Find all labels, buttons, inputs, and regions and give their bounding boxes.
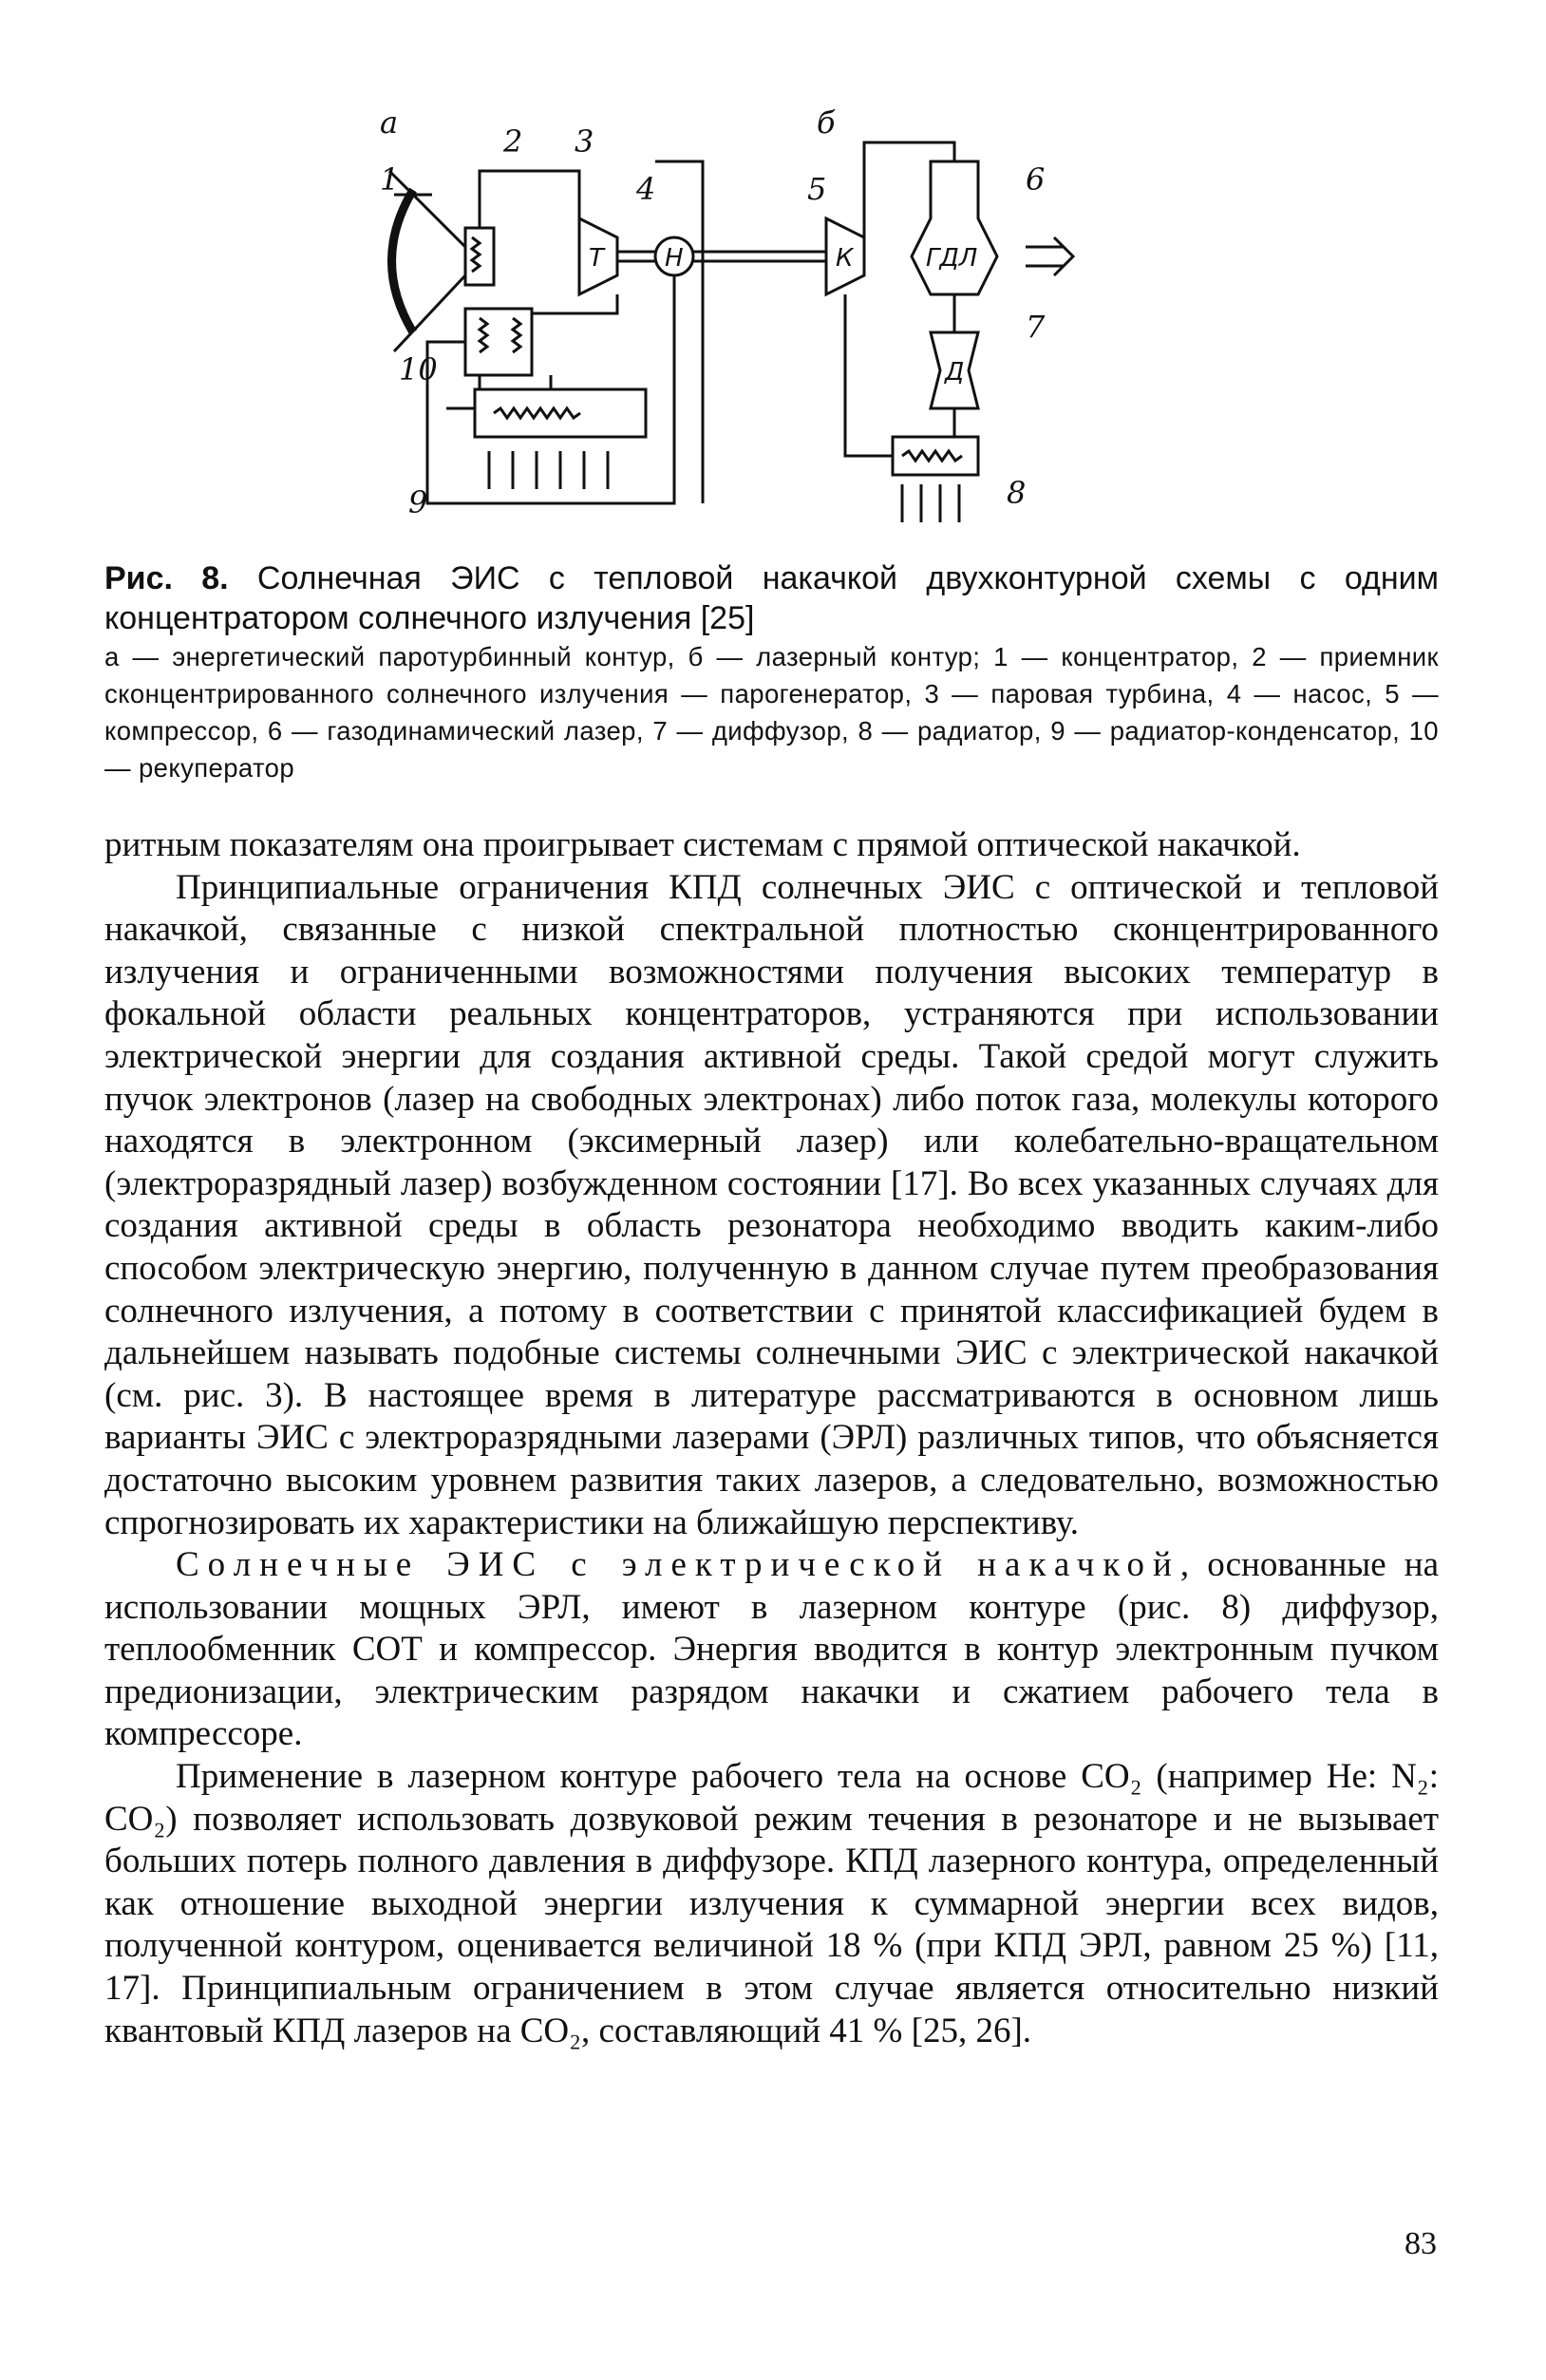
label-4: 4 (636, 171, 656, 207)
page-number: 83 (1405, 2226, 1437, 2261)
laser-output-arrow (1026, 237, 1073, 275)
receiver-coil (472, 237, 480, 272)
compressor-letter: К (836, 244, 854, 273)
label-9: 9 (408, 484, 428, 520)
paragraph-4: Применение в лазерном контуре рабочего тела на основе CO₂ (например He: N₂: CO₂) позволяет использовать дозвуковой режим течения в резонаторе и не вызывает больших потерь полного давления в диффузоре. КПД лазерного контура, определенный как отношение выходной энергии излучения к суммарной энергии всех видов, полученной контуром, оценивается величиной 18 % (при КПД ЭРЛ, равном 25 %) [11, 17]. Принципиальным ограничением в этом случае является относительно низкий квантовый КПД лазеров на CO₂, составляющий 41 % [25, 26]. (104, 1757, 1439, 2050)
concentrator-mirror (392, 190, 414, 332)
diffuser-letter: Д (945, 358, 965, 387)
paragraph-2: Принципиальные ограничения КПД солнечных ЭИС с оптической и тепловой накачкой, связанные с низкой спектральной плотностью сконцентрированного излучения и ограниченными возможностями получения высоких температур в фокальной области реальных концентраторов, устраняются при использовании электрической энергии для создания активной среды. Такой средой могут служить пучок электронов (лазер на свободных электронах) либо поток газа, молекулы которого находятся в электронном (эксимерный лазер) или колебательно-вращательном (электроразрядный лазер) возбужденном состоянии [17]. Во всех указанных случаях для создания активной среды в область резонатора необходимо вводить каким-либо способом электрическую энергию, полученную в данном случае путем преобразования солнечного излучения, а потому в соответствии с принятой классификацией будем в дальнейшем называть подобные системы солнечными ЭИС с электрической накачкой (см. рис. 3). В настоящее время в литературе рассматриваются в основном лишь варианты ЭИС с электроразрядными лазерами (ЭРЛ) различных типов, что объясняется достаточно высоким уровнем развития таких лазеров, а следовательно, возможностью спрогнозировать их характеристики на ближайшую перспективу. (104, 867, 1439, 1542)
label-3: 3 (575, 123, 594, 160)
radiator-box (893, 437, 978, 475)
label-7: 7 (1026, 309, 1046, 345)
label-6: 6 (1026, 161, 1046, 198)
spaced-term: Солнечные ЭИС с электрической накачкой (176, 1545, 1180, 1585)
gdl-shape (912, 161, 997, 294)
paragraph-3 (104, 1544, 1439, 1756)
pump-letter: Н (665, 244, 684, 273)
caption-prefix: Рис. 8. (104, 560, 229, 596)
condenser-box (475, 389, 646, 437)
caption-text: Солнечная ЭИС с тепловой накачкой двухконтурной схемы с одним концентратором солнечного излучения [25] (104, 560, 1440, 636)
label-8: 8 (1007, 475, 1027, 511)
figure-legend: а — энергетический паротурбинный контур, б — лазерный контур; 1 — концентратор, 2 — приемник сконцентрированного солнечного излучения — парогенератор, 3 — паровая турбина, 4 — насос, 5 — компрессор, 6 — газодинамический лазер, 7 — диффузор, 8 — радиатор, 9 — радиатор-конденсатор, 10 — рекуператор (104, 642, 1439, 783)
recuperator-coils (480, 318, 520, 352)
figure-caption (104, 558, 1439, 638)
label-10: 10 (399, 351, 438, 387)
shaft-lines (617, 252, 826, 261)
label-2: 2 (503, 123, 523, 160)
body-text (104, 824, 1439, 2052)
paragraph-1: ритным показателям она проигрывает системам с прямой оптической накачкой. (104, 825, 1301, 864)
label-b: б (817, 104, 836, 141)
sun-rays (389, 171, 465, 351)
schematic-diagram (361, 104, 1121, 551)
steam-return-pipe (655, 161, 703, 503)
label-5: 5 (807, 171, 827, 207)
turbine-letter: Т (589, 244, 604, 273)
receiver-box (465, 228, 494, 285)
label-1: 1 (380, 161, 400, 198)
label-a: а (380, 104, 399, 141)
recuperator-box (465, 309, 532, 375)
paragraph-3-rest: , основанные на использовании мощных ЭРЛ, имеют в лазерном контуре (рис. 8) диффузор, теплообменник СОТ и компрессор. Энергия вводится в контур электронным пучком предионизации, электрическим разрядом накачки и сжатием рабочего тела в компрессоре. (104, 1545, 1440, 1754)
gdl-letters: ГДЛ (926, 244, 978, 273)
figure-8-schematic (361, 104, 1121, 551)
condenser-heat-arrows (489, 451, 608, 489)
radiator-heat-arrows (902, 484, 959, 522)
radiator-coil (902, 451, 962, 461)
condenser-coil (494, 408, 580, 418)
